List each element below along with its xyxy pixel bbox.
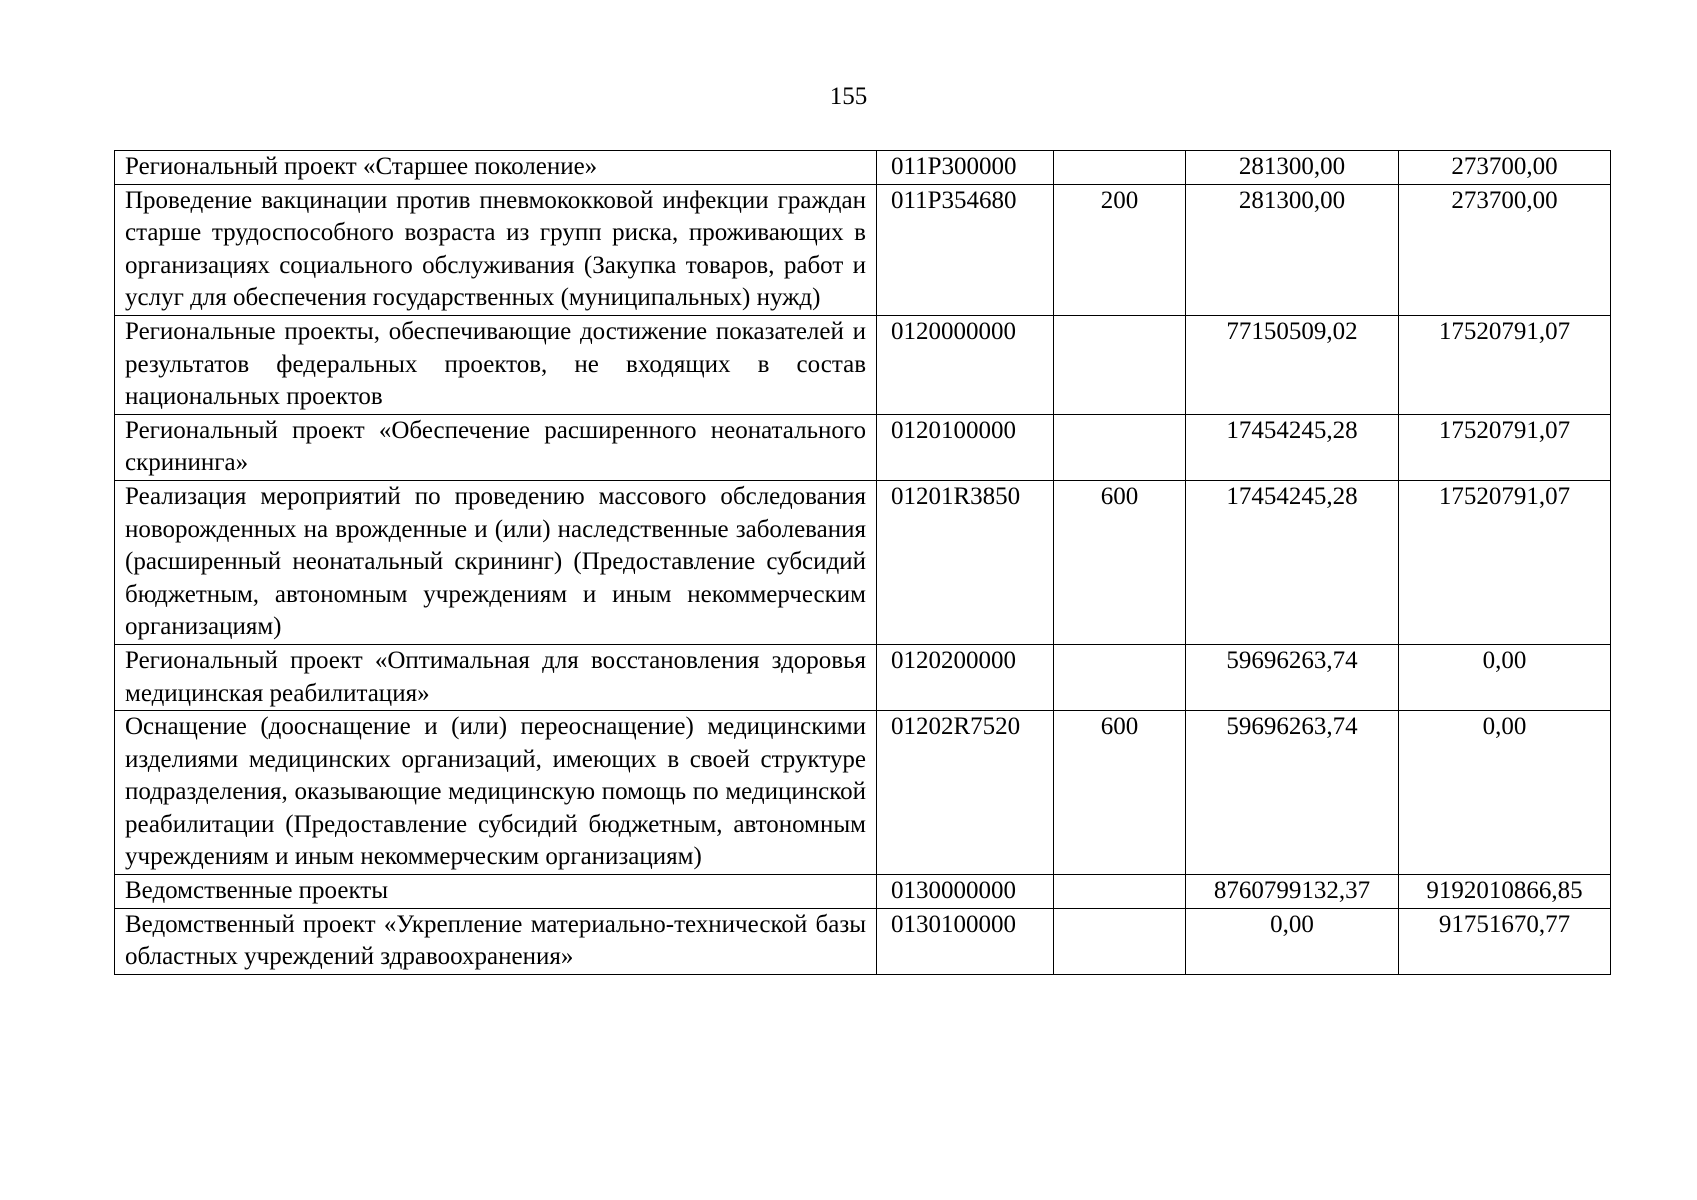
row-name: Ведомственный проект «Укрепление материально-технической базы областных учреждений здравоохранения»: [115, 908, 877, 974]
row-amount-2: 17520791,07: [1399, 315, 1611, 414]
row-expense-type: 600: [1054, 480, 1186, 644]
row-amount-2: 17520791,07: [1399, 480, 1611, 644]
row-expense-type: [1054, 908, 1186, 974]
row-amount-2: 17520791,07: [1399, 414, 1611, 480]
row-expense-type: [1054, 644, 1186, 710]
row-expense-type: 200: [1054, 184, 1186, 315]
table-row: [115, 184, 1611, 315]
row-name: Реализация мероприятий по проведению массового обследования новорожденных на врожденные и (или) наследственные заболевания (расширенный неонатальный скрининг) (Предоставление субсидий бюджетным, автономным учреждениям и иным некоммерческим организациям): [115, 480, 877, 644]
row-code: 0120100000: [877, 414, 1054, 480]
row-amount-1: 0,00: [1186, 908, 1399, 974]
row-amount-1: 8760799132,37: [1186, 875, 1399, 909]
row-amount-1: 59696263,74: [1186, 644, 1399, 710]
row-code: 01202R7520: [877, 711, 1054, 875]
table-row: [115, 711, 1611, 875]
row-name: Региональные проекты, обеспечивающие достижение показателей и результатов федеральных проектов, не входящих в состав национальных проектов: [115, 315, 877, 414]
row-code: 0130000000: [877, 875, 1054, 909]
row-amount-2: 91751670,77: [1399, 908, 1611, 974]
table-row: [115, 480, 1611, 644]
row-code: 011P300000: [877, 151, 1054, 185]
row-name: Региональный проект «Оптимальная для восстановления здоровья медицинская реабилитация»: [115, 644, 877, 710]
row-name: Региональный проект «Старшее поколение»: [115, 151, 877, 185]
row-amount-2: 9192010866,85: [1399, 875, 1611, 909]
row-amount-2: 273700,00: [1399, 151, 1611, 185]
row-amount-2: 273700,00: [1399, 184, 1611, 315]
row-expense-type: [1054, 875, 1186, 909]
row-expense-type: [1054, 151, 1186, 185]
row-code: 0120000000: [877, 315, 1054, 414]
row-amount-1: 17454245,28: [1186, 414, 1399, 480]
row-expense-type: [1054, 315, 1186, 414]
row-amount-1: 77150509,02: [1186, 315, 1399, 414]
table-row: [115, 644, 1611, 710]
row-code: 0130100000: [877, 908, 1054, 974]
row-amount-1: 281300,00: [1186, 151, 1399, 185]
table-row: [115, 875, 1611, 909]
row-amount-2: 0,00: [1399, 711, 1611, 875]
table-row: [115, 151, 1611, 185]
row-amount-2: 0,00: [1399, 644, 1611, 710]
table-row: [115, 414, 1611, 480]
row-amount-1: 59696263,74: [1186, 711, 1399, 875]
row-name: Региональный проект «Обеспечение расширенного неонатального скрининга»: [115, 414, 877, 480]
budget-table: [114, 150, 1611, 975]
row-amount-1: 17454245,28: [1186, 480, 1399, 644]
row-expense-type: [1054, 414, 1186, 480]
row-name: Проведение вакцинации против пневмококковой инфекции граждан старше трудоспособного возраста из групп риска, проживающих в организациях социального обслуживания (Закупка товаров, работ и услуг для обеспечения государственных (муниципальных) нужд): [115, 184, 877, 315]
row-name: Оснащение (дооснащение и (или) переоснащение) медицинскими изделиями медицинских организаций, имеющих в своей структуре подразделения, оказывающие медицинскую помощь по медицинской реабилитации (Предоставление субсидий бюджетным, автономным учреждениям и иным некоммерческим организациям): [115, 711, 877, 875]
table-row: [115, 315, 1611, 414]
row-amount-1: 281300,00: [1186, 184, 1399, 315]
table-row: [115, 908, 1611, 974]
row-code: 0120200000: [877, 644, 1054, 710]
row-name: Ведомственные проекты: [115, 875, 877, 909]
row-expense-type: 600: [1054, 711, 1186, 875]
page-number: 155: [829, 83, 868, 110]
row-code: 011P354680: [877, 184, 1054, 315]
row-code: 01201R3850: [877, 480, 1054, 644]
